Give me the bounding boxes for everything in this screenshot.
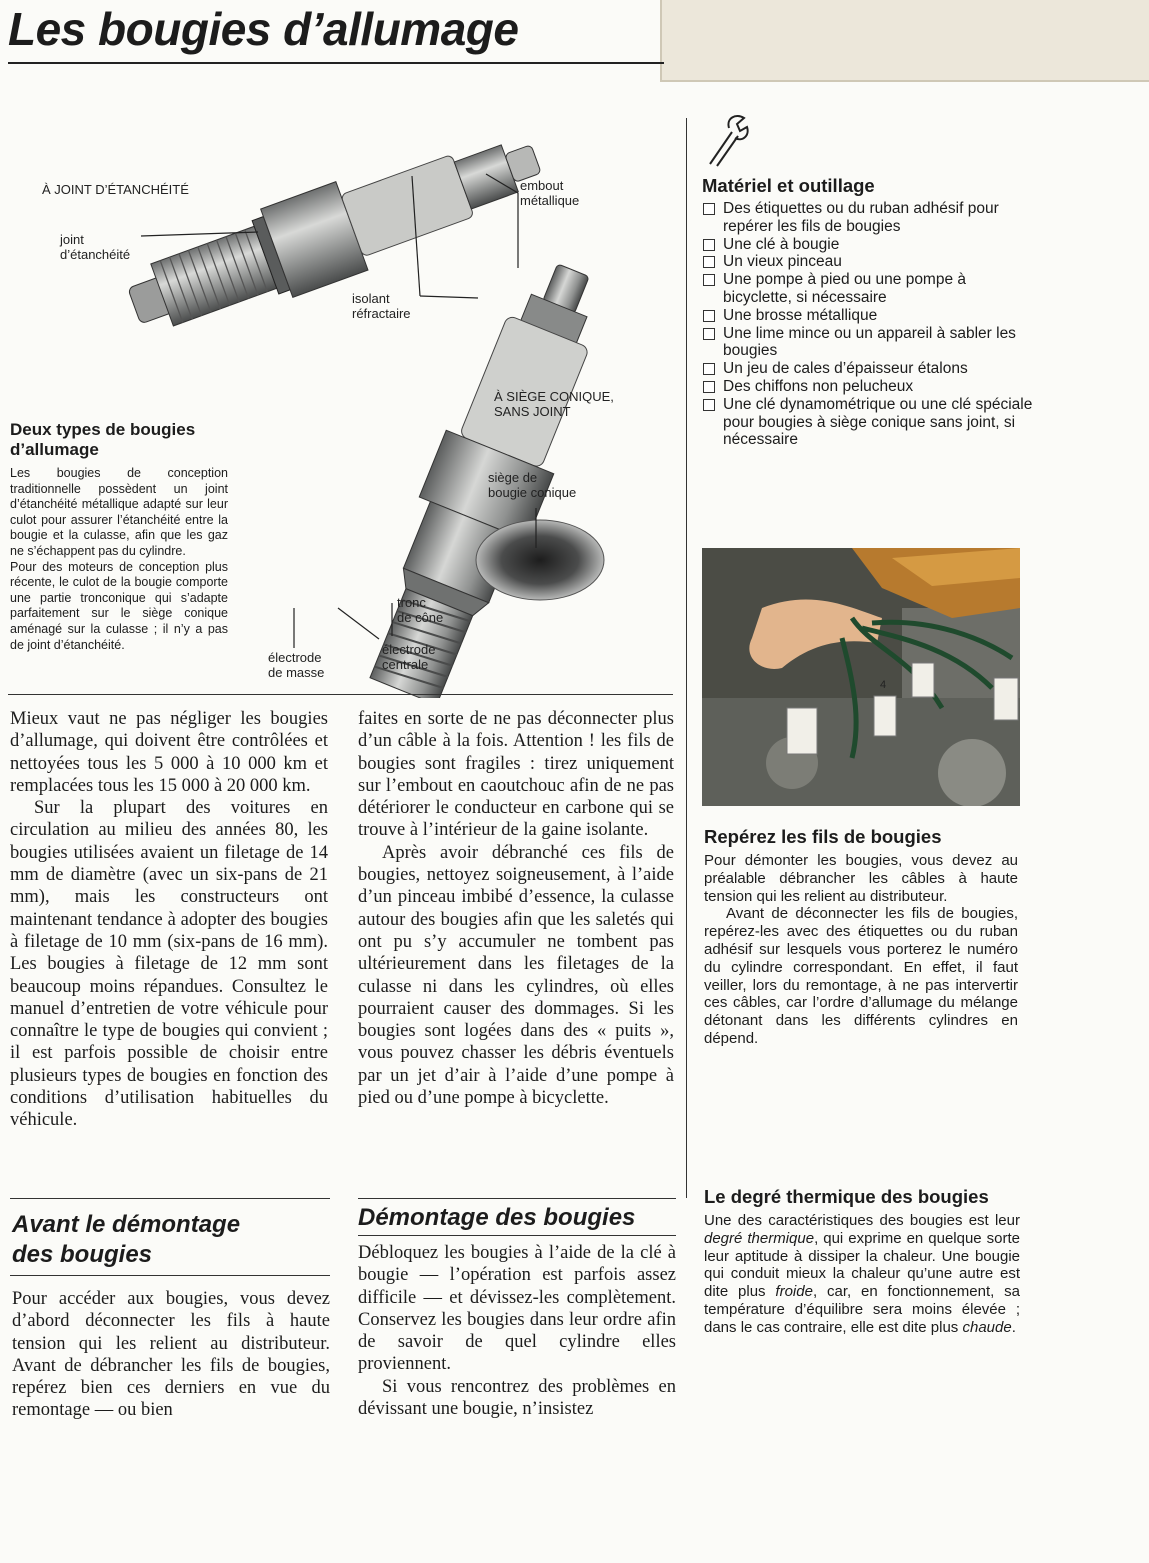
- section-before-text: [12, 1288, 330, 1422]
- checkbox-icon[interactable]: [703, 363, 715, 375]
- conical-seat: [476, 520, 604, 600]
- body-paragraph: Si vous rencontrez des problèmes en dévissant une bougie, n’insistez: [358, 1376, 676, 1420]
- heat-term-froide: froide: [775, 1283, 813, 1301]
- checklist-item-label: Une clé à bougie: [723, 235, 840, 253]
- wires-title: Repérez les fils de bougies: [704, 826, 942, 847]
- checkbox-icon[interactable]: [703, 381, 715, 393]
- body-paragraph: Pour accéder aux bougies, vous devez d’abord déconnecter les fils à haute tension qui les relient au distributeur. Avant de débrancher les fils de bougies, repérez bien ces derniers en vue du remontage — ou bien: [12, 1289, 330, 1421]
- body-paragraph: Avant de déconnecter les fils de bougies, repérez-les avec des étiquettes ou du ruban adhésif sur lesquels vous porterez le numéro du cylindre correspondant. En effet, il faut veiller, lors du remontage, à ne pas intervertir ces câbles, car l’ordre d’allumage du mélange détonant dans les différents cylindres en dépend.: [704, 905, 1018, 1047]
- photo-tag-number: 4: [880, 679, 887, 691]
- heat-title: Le degré thermique des bougies: [704, 1186, 989, 1207]
- checklist-item-label: Une clé dynamométrique ou une clé spéciale pour bougies à siège conique sans joint, si nécessaire: [723, 395, 1033, 449]
- checkbox-icon[interactable]: [703, 256, 715, 268]
- body-paragraph: Débloquez les bougies à l’aide de la clé à bougie — l’opération est parfois assez difficile — et dévissez-les complètement. Conservez les bougies dans leur ordre afin de savoir de quel cylindre elles proviennent.: [358, 1243, 676, 1375]
- tools-title: Matériel et outillage: [702, 175, 875, 196]
- main-column-2: [358, 708, 674, 1109]
- label-center-electrode: électrode centrale: [382, 642, 436, 672]
- caption-paragraph: Pour des moteurs de conception plus récente, le culot de la bougie comporte une partie tronconique qui s’adapte parfaitement sur le siège conique aménagé sur la culasse ; il n’y a pas de joint d’étanchéité.: [10, 559, 228, 652]
- label-conical-type: À SIÈGE CONIQUE, SANS JOINT: [494, 389, 614, 419]
- mid-rule: [8, 694, 673, 695]
- checklist-item[interactable]: [702, 360, 1037, 378]
- body-paragraph: Sur la plupart des voitures en circulation au milieu des années 80, les bougies utilisées avaient un filetage de 14 mm de diamètre (avec un six-pans de 21 mm), mais les constructeurs ont maintenant tendance à adopter des bougies à filetage de 10 mm (six-pans de 16 mm). Les bougies à filetage de 12 mm sont beaucoup moins répandues. Consultez le manuel d’entretien de votre véhicule pour connaître le type de bougies qui convient ; il est parfois possible de choisir entre plusieurs types de bougies en fonction des conditions d’utilisation habituelles du véhicule.: [10, 798, 328, 1131]
- heat-text-part: Une des caractéristiques des bougies est leur: [704, 1212, 1020, 1229]
- checklist-item[interactable]: [702, 396, 1037, 449]
- checklist-item[interactable]: [702, 378, 1037, 396]
- sidebar-rule: [686, 118, 687, 1198]
- engine-photo-illustration: [702, 548, 1020, 806]
- heat-term-degre: degré thermique: [704, 1229, 815, 1247]
- label-ground-electrode: électrode de masse: [268, 650, 325, 680]
- wires-text: [704, 852, 1018, 1048]
- heat-text-part: , car, en fonctionnement, sa température d’équilibre sera moins élevée ; dans le cas contraire, elle est dite plus: [704, 1283, 1020, 1336]
- wrench-icon: [702, 114, 750, 168]
- torn-paper-edge: [660, 0, 1149, 82]
- checklist-item[interactable]: [702, 200, 1037, 236]
- checkbox-icon[interactable]: [703, 310, 715, 322]
- section-rule: [358, 1198, 676, 1199]
- checklist-item-label: Une pompe à pied ou une pompe à bicyclette, si nécessaire: [723, 271, 967, 306]
- checklist-item[interactable]: [702, 271, 1037, 307]
- section-rule: [10, 1198, 330, 1199]
- section-rule: [358, 1235, 676, 1236]
- tools-checklist: [702, 200, 1037, 449]
- section-removal-text: [358, 1242, 676, 1420]
- body-paragraph: faites en sorte de ne pas déconnecter plus d’un câble à la fois. Attention ! les fils de bougies sont fragiles : tirez uniquement sur l’embout en caoutchouc afin de ne pas détériorer le conducteur en carbone qui se trouve à l’intérieur de la gaine isolante.: [358, 709, 674, 841]
- heat-text: [704, 1212, 1020, 1337]
- body-paragraph: Après avoir débranché ces fils de bougies, nettoyez soigneusement, à l’aide d’un pinceau imbibé d’essence, la culasse autour des bougies afin que les saletés qui ont pu s’y accumuler ne tombent pas ultérieurement dans les filetages de la culasse ni dans les cylindres, où elles pourraient causer des dommages. Si les bougies sont logées dans des « puits », vous pouvez chasser les débris éventuels par un jet d’air à l’aide d’une pompe à pied ou d’une pompe à bicyclette.: [358, 842, 674, 1109]
- checkbox-icon[interactable]: [703, 239, 715, 251]
- checklist-item[interactable]: [702, 325, 1037, 361]
- checklist-item[interactable]: [702, 253, 1037, 271]
- page-title: Les bougies d’allumage: [8, 3, 519, 55]
- label-insulator: isolant réfractaire: [352, 291, 411, 321]
- caption-title: Deux types de bougies d’allumage: [10, 420, 196, 459]
- section-rule: [10, 1275, 330, 1276]
- main-column-1: [10, 708, 328, 1132]
- checklist-item[interactable]: [702, 307, 1037, 325]
- section-title-before: Avant le démontage des bougies: [12, 1211, 241, 1268]
- heat-text-part: .: [1011, 1318, 1016, 1336]
- label-terminal: embout métallique: [520, 178, 580, 208]
- checklist-item[interactable]: [702, 236, 1037, 254]
- checklist-item-label: Des chiffons non pelucheux: [723, 377, 914, 395]
- body-paragraph: Mieux vaut ne pas négliger les bougies d’allumage, qui doivent être contrôlées et nettoyées tous les 5 000 à 10 000 km et remplacées tous les 15 000 à 20 000 km.: [10, 709, 328, 796]
- body-paragraph: Pour démonter les bougies, vous devez au préalable débrancher les câbles à haute tension qui les relient au distributeur.: [704, 852, 1018, 905]
- plug-with-gasket: [118, 115, 552, 350]
- label-cone-trunk: tronc de cône: [397, 595, 444, 625]
- engine-photo: [702, 548, 1020, 806]
- checkbox-icon[interactable]: [703, 328, 715, 340]
- caption-text: [10, 466, 228, 653]
- heat-term-chaude: chaude: [962, 1318, 1012, 1336]
- checklist-item-label: Un vieux pinceau: [723, 253, 842, 271]
- checklist-item-label: Des étiquettes ou du ruban adhésif pour repérer les fils de bougies: [723, 200, 999, 235]
- checklist-item-label: Une lime mince ou un appareil à sabler les bougies: [723, 324, 1016, 360]
- title-rule: [8, 62, 664, 64]
- checklist-item-label: Un jeu de cales d’épaisseur étalons: [723, 360, 968, 378]
- caption-paragraph: Les bougies de conception traditionnelle possèdent un joint d’étanchéité métallique adapté sur leur culot pour assurer l’étanchéité entre la bougie et la culasse, afin que les gaz ne s’échappent pas du cylindre.: [10, 466, 228, 558]
- checkbox-icon[interactable]: [703, 274, 715, 286]
- checklist-item-label: Une brosse métallique: [723, 306, 878, 324]
- label-seal: joint d’étanchéité: [60, 232, 131, 262]
- label-conical-seat: siège de bougie conique: [488, 470, 577, 500]
- label-joint-type: À JOINT D’ÉTANCHÉITÉ: [42, 182, 189, 197]
- checkbox-icon[interactable]: [703, 399, 715, 411]
- heat-text-part: , qui exprime en quelque sorte leur aptitude à dissiper la chaleur. Une bougie qui conduit mieux la chaleur qu’une autre est dite plus: [704, 1229, 1020, 1301]
- section-title-removal: Démontage des bougies: [358, 1204, 636, 1231]
- checkbox-icon[interactable]: [703, 203, 715, 215]
